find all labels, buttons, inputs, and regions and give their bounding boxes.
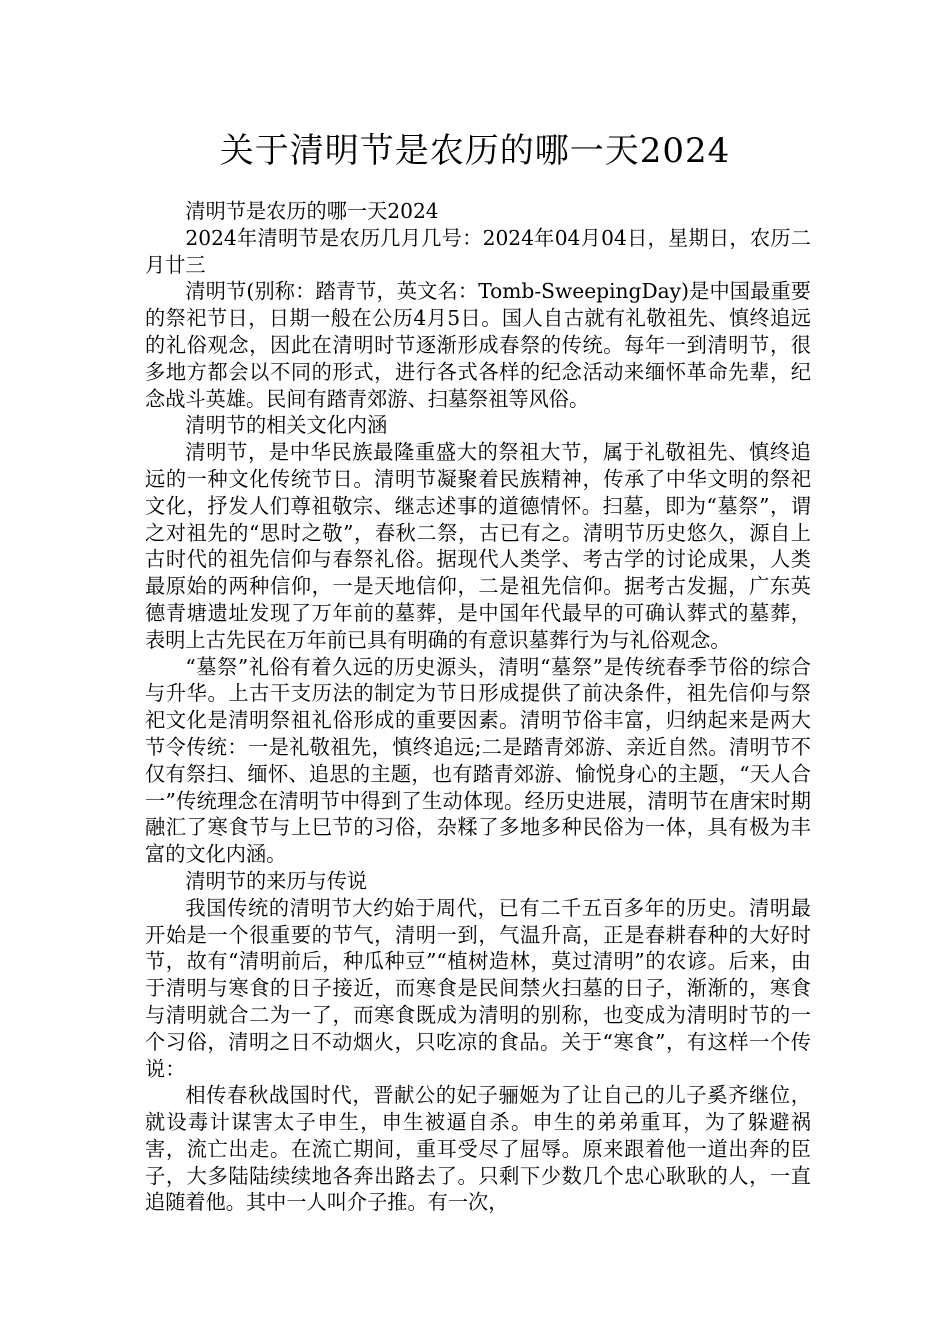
subtitle-paragraph: 清明节是农历的哪一天2024 [185,199,439,223]
document-title: 关于清明节是农历的哪一天2024 [219,131,731,171]
origin-paragraph: 我国传统的清明节大约始于周代，已有二千五百多年的历史。清明最开始是一个很重要的节气，清明一到，气温升高，正是春耕春种的大好时节，故有“清明前后，种瓜种豆”“植树造林，莫过清明”的农谚。后来，由于清明与寒食的日子接近，而寒食是民间禁火扫墓的日子，渐渐的，寒食与清明就合二为一了，而寒食既成为清明的别称，也变成为清明时节的一个习俗，清明之日不动烟火，只吃凉的食品。关于“寒食”，有这样一个传说： [145,895,811,1081]
date-paragraph: 2024年清明节是农历几月几号：2024年04月04日，星期日，农历二月廿三 [145,225,811,277]
section-heading-origin: 清明节的来历与传说 [185,868,368,893]
intro-paragraph: 清明节(别称：踏青节，英文名：Tomb-SweepingDay)是中国最重要的祭祀节日，日期一般在公历4月5日。国人自古就有礼敬祖先、慎终追远的礼俗观念，因此在清明时节逐渐形成春祭的传统。每年一到清明节，很多地方都会以不同的形式，进行各式各样的纪念活动来缅怀革命先辈，纪念战斗英雄。民间有踏青郊游、扫墓祭祖等风俗。 [145,279,811,411]
section-heading-culture: 清明节的相关文化内涵 [185,413,388,438]
document-body [145,198,811,1216]
tomb-sacrifice-paragraph: “墓祭”礼俗有着久远的历史源头，清明“墓祭”是传统春季节俗的综合与升华。上古干支历法的制定为节日形成提供了前决条件，祖先信仰与祭祀文化是清明祭祖礼俗形成的重要因素。清明节俗丰富，归纳起来是两大节令传统：一是礼敬祖先，慎终追远;二是踏青郊游、亲近自然。清明节不仅有祭扫、缅怀、追思的主题，也有踏青郊游、愉悦身心的主题，“天人合一”传统理念在清明节中得到了生动体现。经历史进展，清明节在唐宋时期融汇了寒食节与上巳节的习俗，杂糅了多地多种民俗为一体，具有极为丰富的文化内涵。 [145,654,811,867]
culture-paragraph: 清明节，是中华民族最隆重盛大的祭祖大节，属于礼敬祖先、慎终追远的一种文化传统节日。清明节凝聚着民族精神，传承了中华文明的祭祀文化，抒发人们尊祖敬宗、继志述事的道德情怀。扫墓，即为“墓祭”，谓之对祖先的“思时之敬”，春秋二祭，古已有之。清明节历史悠久，源自上古时代的祖先信仰与春祭礼俗。据现代人类学、考古学的讨论成果，人类最原始的两种信仰，一是天地信仰，二是祖先信仰。据考古发掘，广东英德青塘遗址发现了万年前的墓葬，是中国年代最早的可确认葬式的墓葬，表明上古先民在万年前已具有明确的有意识墓葬行为与礼俗观念。 [145,440,811,652]
legend-paragraph: 相传春秋战国时代，晋献公的妃子骊姬为了让自己的儿子奚齐继位，就设毒计谋害太子申生，申生被逼自杀。申生的弟弟重耳，为了躲避祸害，流亡出走。在流亡期间，重耳受尽了屈辱。原来跟着他一道出奔的臣子，大多陆陆续续地各奔出路去了。只剩下少数几个忠心耿耿的人，一直追随着他。其中一人叫介子推。有一次， [145,1083,811,1215]
